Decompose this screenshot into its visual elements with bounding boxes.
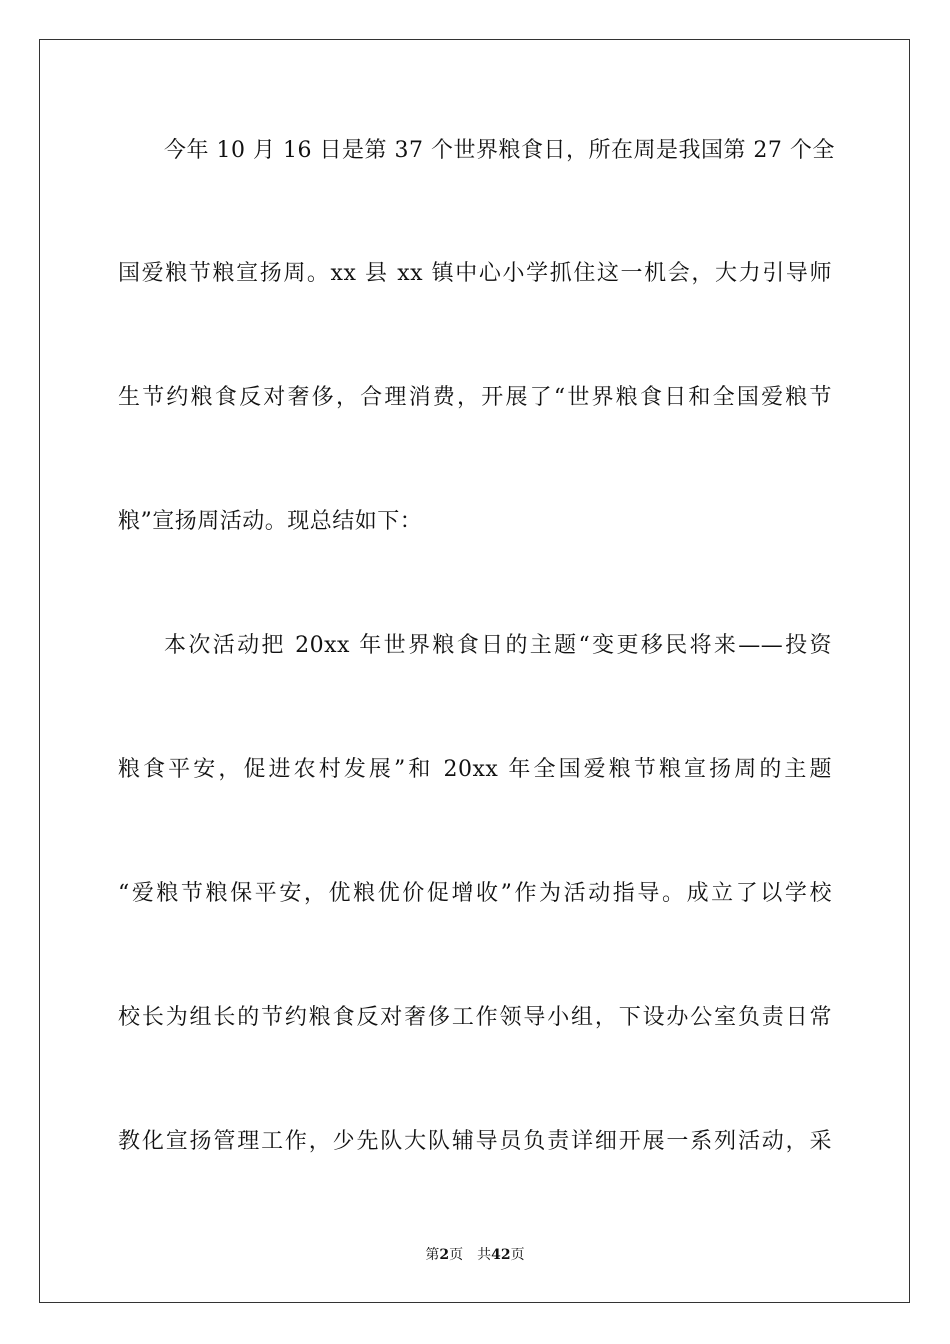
paragraph-2-line-3: “爱粮节粮保平安，优粮优价促增收”作为活动指导。成立了以学校	[118, 881, 832, 906]
total-suffix: 页	[510, 1247, 525, 1263]
paragraph-2-line-4: 校长为组长的节约粮食反对奢侈工作领导小组，下设办公室负责日常	[118, 1005, 832, 1030]
page-border	[39, 39, 910, 1303]
paragraph-1-line-3: 生节约粮食反对奢侈，合理消费，开展了“世界粮食日和全国爱粮节	[118, 385, 832, 410]
page-suffix: 页	[449, 1247, 464, 1263]
paragraph-2-line-1: 本次活动把 20xx 年世界粮食日的主题“变更移民将来——投资	[164, 633, 832, 658]
paragraph-1-line-2: 国爱粮节粮宣扬周。xx 县 xx 镇中心小学抓住这一机会，大力引导师	[118, 261, 832, 286]
paragraph-1-line-1: 今年 10 月 16 日是第 37 个世界粮食日，所在周是我国第 27 个全	[164, 138, 835, 163]
paragraph-1-line-4: 粮”宣扬周活动。现总结如下：	[118, 509, 423, 534]
paragraph-2-line-2: 粮食平安，促进农村发展”和 20xx 年全国爱粮节粮宣扬周的主题	[118, 757, 832, 782]
page-number: 2	[439, 1247, 450, 1263]
page-prefix: 第	[425, 1247, 440, 1263]
page-footer	[0, 1245, 950, 1265]
total-prefix: 共	[477, 1247, 492, 1263]
page-total: 42	[491, 1247, 511, 1263]
paragraph-2-line-5: 教化宣扬管理工作，少先队大队辅导员负责详细开展一系列活动，采	[118, 1129, 832, 1154]
